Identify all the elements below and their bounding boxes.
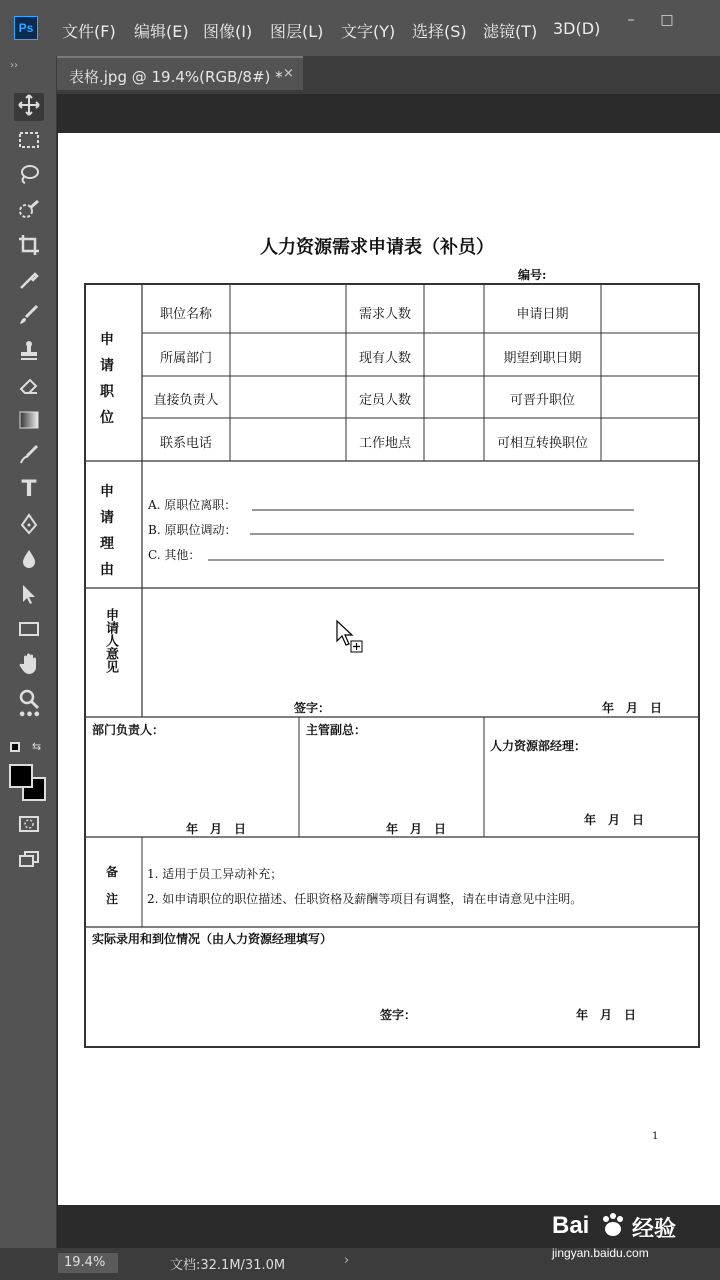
marquee-icon[interactable]: [14, 128, 44, 156]
watermark-brand: Bai: [552, 1212, 590, 1239]
menu-layer[interactable]: 图层(L): [270, 22, 324, 41]
lasso-icon[interactable]: [14, 163, 44, 191]
watermark: [552, 1212, 712, 1264]
default-colors-icon[interactable]: [10, 742, 20, 752]
signature-label: 签字：: [294, 701, 331, 715]
section-label-char: 理: [100, 536, 114, 552]
zoom-level-field[interactable]: 19.4%: [58, 1253, 118, 1273]
menu-image[interactable]: 图像(I): [203, 22, 253, 41]
date-label: 年 月 日: [602, 701, 663, 715]
dept-head-label: 部门负责人：: [92, 723, 165, 737]
watermark-brand-suffix: 经验: [632, 1216, 677, 1241]
document-info: 文档:32.1M/31.0M: [170, 1258, 286, 1273]
document-tab-bar: [0, 56, 720, 94]
table-cell: 职位名称: [159, 307, 212, 322]
table-cell: 申请日期: [516, 307, 569, 322]
section-label-char: 申: [100, 484, 114, 500]
form-number-label: 编号:: [518, 268, 547, 282]
vp-label: 主管副总：: [306, 723, 367, 737]
hand-icon[interactable]: [14, 652, 44, 680]
table-cell: 工作地点: [358, 436, 411, 451]
photoshop-logo[interactable]: Ps: [14, 16, 38, 40]
document-tab-title: 表格.jpg @ 19.4%(RGB/8#) *: [69, 68, 283, 86]
more-icon[interactable]: •••: [18, 708, 40, 723]
eyedropper-icon[interactable]: [14, 268, 44, 296]
section-label-char: 职: [100, 384, 114, 400]
section-label-char: 申: [100, 332, 114, 348]
actual-hire-label: 实际录用和到位情况（由人力资源经理填写）: [92, 932, 333, 946]
table-cell: 可晋升职位: [509, 393, 575, 408]
table-cell: 期望到职日期: [503, 351, 582, 366]
reason-item: A. 原职位离职：: [148, 498, 237, 512]
cursor-icon: [335, 619, 365, 653]
dodge-icon[interactable]: [14, 547, 44, 575]
remark-item: 2. 如申请职位的职位描述、任职资格及薪酬等项目有调整，请在申请意见中注明。: [147, 892, 583, 906]
date-label: 年 月 日: [186, 822, 247, 836]
menu-select[interactable]: 选择(S): [412, 22, 467, 41]
menu-edit[interactable]: 编辑(E): [134, 22, 189, 41]
paw-icon: [598, 1212, 628, 1240]
remark-item: 1. 适用于员工异动补充；: [147, 867, 283, 881]
foreground-color-swatch[interactable]: [9, 764, 33, 788]
type-icon[interactable]: T: [21, 477, 37, 502]
table-cell: 直接负责人: [153, 393, 219, 408]
menu-3d[interactable]: 3D(D): [553, 19, 601, 38]
move-icon[interactable]: [14, 93, 44, 121]
section-label-char: 由: [100, 562, 114, 578]
close-icon[interactable]: ×: [283, 66, 294, 81]
quick-mask-icon[interactable]: [14, 812, 44, 840]
menu-file[interactable]: 文件(F): [62, 22, 116, 41]
date-label: 年 月 日: [584, 813, 645, 827]
menu-type[interactable]: 文字(Y): [341, 22, 396, 41]
document-canvas[interactable]: [58, 133, 720, 1205]
watermark-url: jingyan.baidu.com: [552, 1246, 649, 1260]
form-title: 人力资源需求申请表（补员）: [260, 237, 494, 258]
date-label: 年 月 日: [576, 1008, 637, 1022]
smudge-icon[interactable]: [14, 443, 44, 471]
brush-icon[interactable]: [14, 303, 44, 331]
section-label-char: 请: [100, 510, 114, 526]
gradient-icon[interactable]: [14, 408, 44, 436]
eraser-icon[interactable]: [14, 373, 44, 401]
pen-icon[interactable]: [14, 512, 44, 540]
minimize-icon[interactable]: –: [627, 12, 635, 28]
table-cell: 需求人数: [358, 307, 411, 322]
remarks-label-char: 注: [106, 892, 119, 906]
applicant-opinion-label: 申请人意见: [103, 608, 118, 673]
tools-panel: [0, 56, 57, 1248]
table-cell: 现有人数: [358, 351, 411, 366]
restore-icon[interactable]: □: [660, 12, 674, 28]
rectangle-icon[interactable]: [14, 617, 44, 645]
status-menu-chevron-icon[interactable]: ›: [344, 1253, 350, 1268]
canvas-area[interactable]: [58, 94, 720, 1248]
panel-grip-icon[interactable]: ››: [10, 60, 18, 71]
stamp-icon[interactable]: [14, 338, 44, 366]
signature-label: 签字：: [380, 1008, 417, 1022]
screen-mode-icon[interactable]: [14, 847, 44, 875]
section-label-char: 位: [100, 410, 114, 426]
form-grid-lines: [58, 133, 720, 1205]
table-cell: 可相互转换职位: [496, 436, 588, 451]
table-cell: 定员人数: [358, 393, 411, 408]
menu-filter[interactable]: 滤镜(T): [483, 22, 538, 41]
section-label-char: 请: [100, 358, 114, 374]
date-label: 年 月 日: [386, 822, 447, 836]
menu-bar: [0, 0, 720, 56]
document-tab[interactable]: [57, 56, 303, 90]
path-select-icon[interactable]: [14, 582, 44, 610]
page-number: 1: [652, 1131, 659, 1142]
remarks-label-char: 备: [106, 865, 119, 879]
swap-colors-icon[interactable]: ⇆: [32, 740, 42, 753]
table-cell: 联系电话: [159, 436, 212, 451]
reason-item: C. 其他：: [148, 548, 201, 562]
reason-item: B. 原职位调动：: [148, 523, 237, 537]
hr-manager-label: 人力资源部经理：: [490, 739, 587, 753]
table-cell: 所属部门: [159, 351, 212, 366]
crop-icon[interactable]: [14, 233, 44, 261]
quick-select-icon[interactable]: [14, 198, 44, 226]
